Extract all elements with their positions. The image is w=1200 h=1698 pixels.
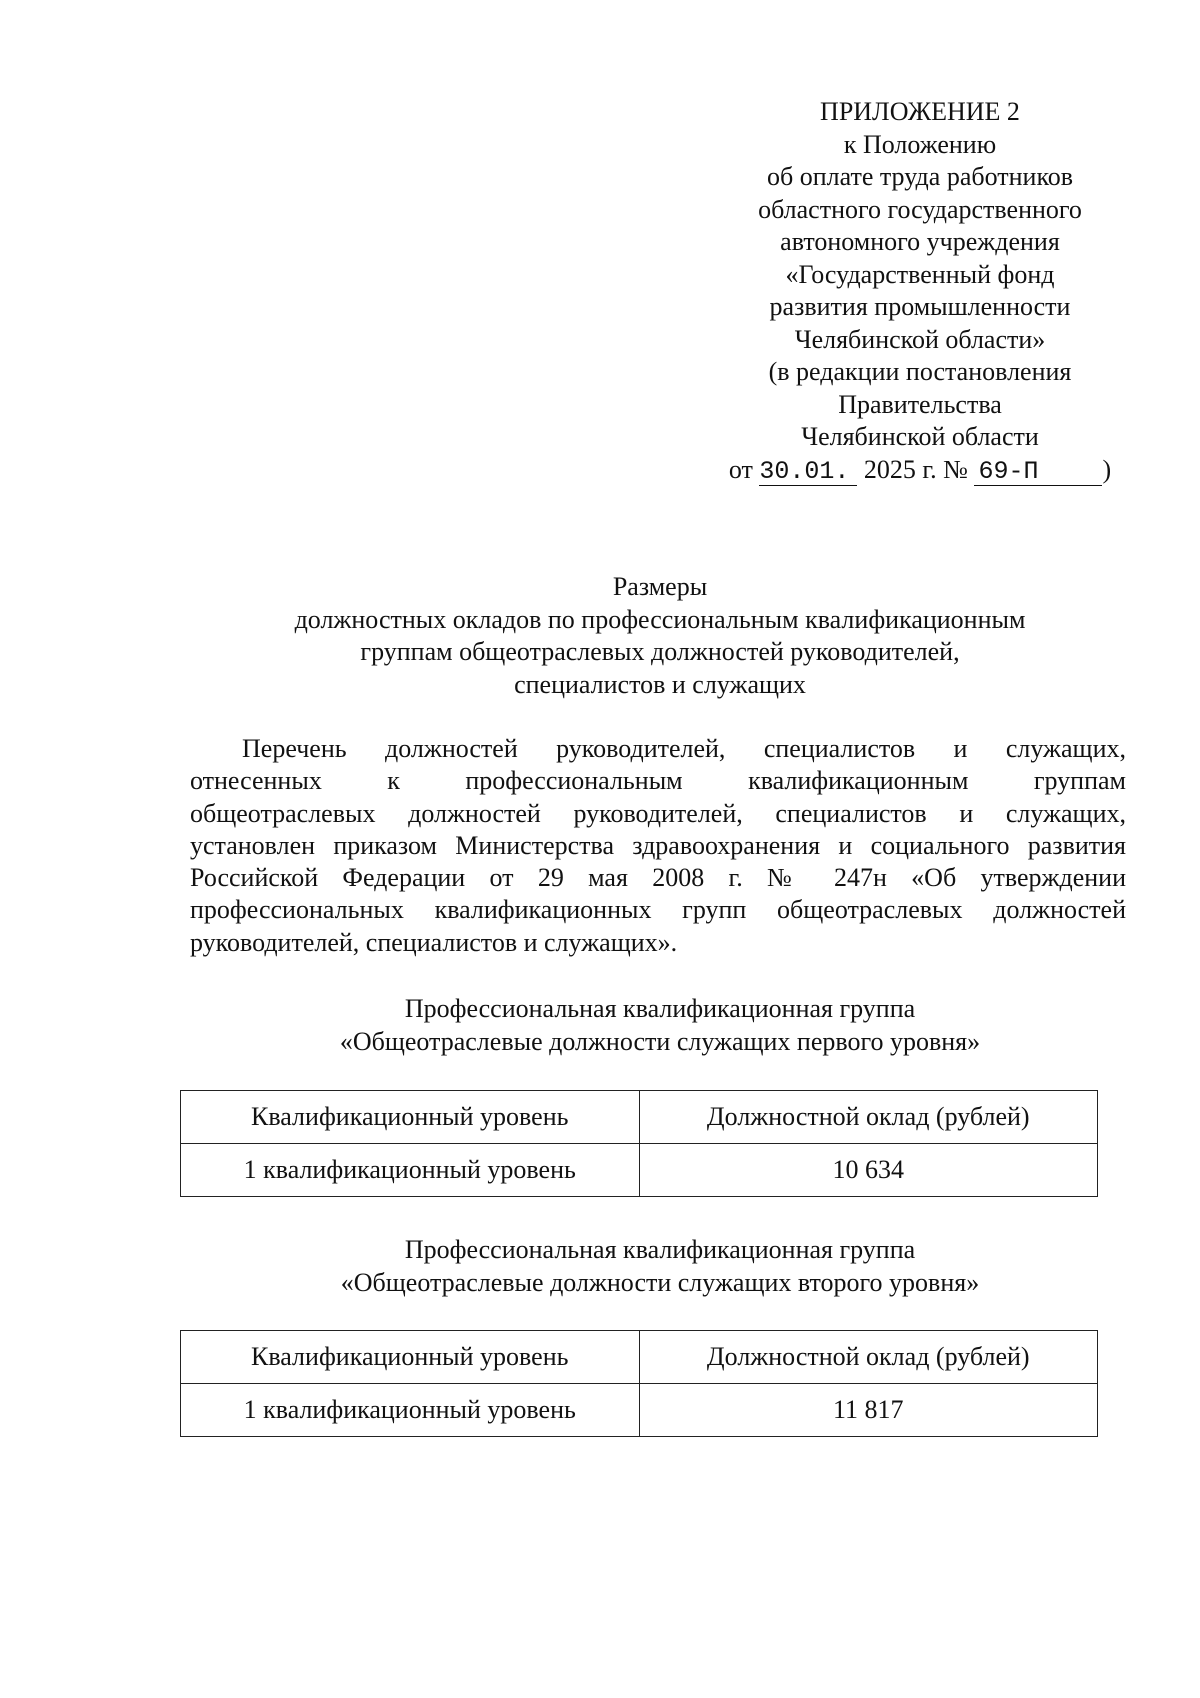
group-2-heading	[180, 1234, 1140, 1299]
title-line: должностных окладов по профессиональным квалификационным	[294, 604, 1026, 634]
column-header-salary: Должностной оклад (рублей)	[639, 1091, 1098, 1144]
appendix-line: Правительства	[838, 389, 1002, 419]
group-heading-name: «Общеотраслевые должности служащих второго уровня»	[340, 1267, 980, 1297]
year-text: 2025 г. №	[863, 454, 968, 484]
closing-paren: )	[1102, 454, 1112, 484]
title-line: группам общеотраслевых должностей руководителей,	[360, 637, 960, 666]
cell-level: 1 квалификационный уровень	[181, 1384, 640, 1437]
appendix-line: к Положению	[843, 129, 997, 159]
appendix-line: «Государственный фонд	[785, 259, 1055, 289]
appendix-line: (в редакции постановления	[768, 357, 1072, 386]
group-heading-name: «Общеотраслевые должности служащих первого уровня»	[339, 1026, 981, 1056]
column-header-level: Квалификационный уровень	[181, 1331, 640, 1384]
paragraph-line: установлен приказом Министерства здравоохранения и социального развития	[190, 830, 1126, 860]
cell-salary: 11 817	[639, 1384, 1098, 1437]
cell-salary: 10 634	[639, 1144, 1098, 1197]
group-heading-line: Профессиональная квалификационная группа	[404, 994, 916, 1023]
appendix-line: областного государственного	[758, 194, 1082, 224]
table-row	[181, 1384, 1098, 1437]
paragraph-line: профессиональных квалификационных групп общеотраслевых должностей	[190, 895, 1126, 925]
appendix-line: об оплате труда работников	[766, 162, 1074, 191]
appendix-line: Челябинской области	[801, 422, 1039, 451]
paragraph-line: Перечень должностей руководителей, специалистов и служащих,	[242, 734, 1126, 763]
paragraph-line: Российской Федерации от 29 мая 2008 г. № 247н «Об утверждении	[190, 863, 1126, 893]
date-prefix: от	[728, 454, 753, 484]
group-1-salary-table	[180, 1090, 1098, 1197]
group-1-heading	[180, 993, 1140, 1058]
appendix-line: Челябинской области»	[794, 324, 1046, 354]
document-title	[180, 571, 1140, 701]
paragraph-line: отнесенных к профессиональным квалификационным группам	[190, 766, 1126, 796]
appendix-header	[700, 96, 1140, 486]
table-header-row	[181, 1091, 1098, 1144]
group-heading-line: Профессиональная квалификационная группа	[404, 1235, 916, 1264]
appendix-title: ПРИЛОЖЕНИЕ 2	[820, 97, 1020, 126]
appendix-line: развития промышленности	[769, 292, 1071, 321]
intro-paragraph	[190, 733, 1126, 959]
document-number: 69-П	[974, 459, 1102, 486]
title-line: специалистов и служащих	[514, 669, 806, 699]
appendix-line: автономного учреждения	[780, 227, 1060, 256]
paragraph-line: общеотраслевых должностей руководителей, специалистов и служащих,	[190, 798, 1126, 828]
appendix-date-line	[700, 454, 1140, 487]
cell-level: 1 квалификационный уровень	[181, 1144, 640, 1197]
title-line: Размеры	[612, 572, 708, 601]
column-header-level: Квалификационный уровень	[181, 1091, 640, 1144]
date-value: 30.01.	[759, 459, 857, 486]
column-header-salary: Должностной оклад (рублей)	[639, 1331, 1098, 1384]
group-2-salary-table	[180, 1330, 1098, 1437]
table-header-row	[181, 1331, 1098, 1384]
paragraph-line: руководителей, специалистов и служащих».	[190, 927, 678, 957]
table-row	[181, 1144, 1098, 1197]
